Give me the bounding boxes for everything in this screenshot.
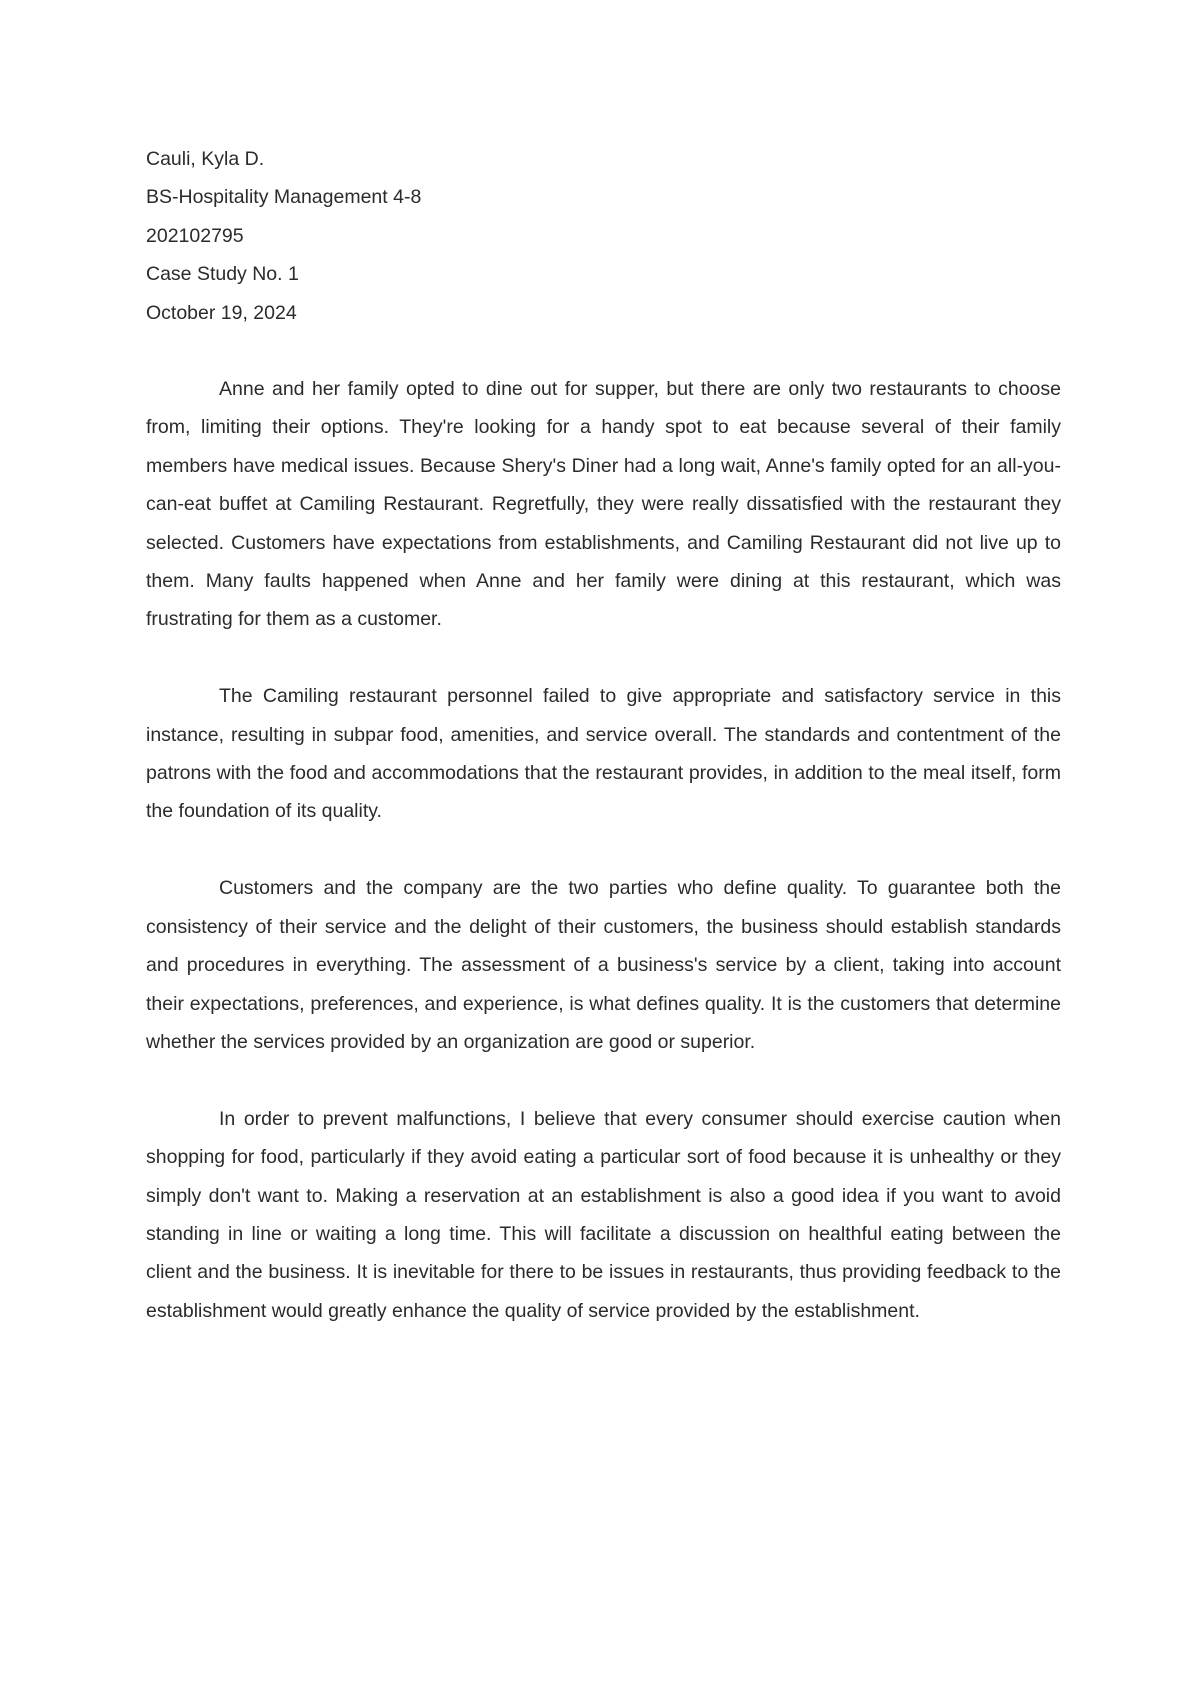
document-page	[146, 140, 1061, 1369]
body-paragraph-4: In order to prevent malfunctions, I believe that every consumer should exercise caution when shopping for food, particularly if they avoid eating a particular sort of food because it is unhealthy or they simply don't want to. Making a reservation at an establishment is also a good idea if you want to avoid standing in line or waiting a long time. This will facilitate a discussion on healthful eating between the client and the business. It is inevitable for there to be issues in restaurants, thus providing feedback to the establishment would greatly enhance the quality of service provided by the establishment.	[146, 1107, 1061, 1322]
assignment-title: Case Study No. 1	[146, 263, 299, 286]
student-number: 202102795	[146, 224, 244, 247]
program-section: BS-Hospitality Management 4-8	[146, 186, 422, 209]
document-date: October 19, 2024	[146, 301, 297, 324]
body-paragraph-3: Customers and the company are the two parties who define quality. To guarantee both the consistency of their service and the delight of their customers, the business should establish standards and procedures in everything. The assessment of a business's service by a client, taking into account their expectations, preferences, and experience, is what defines quality. It is the customers that determine whether the services provided by an organization are good or superior.	[146, 877, 1061, 1053]
document-header	[146, 140, 1061, 332]
document-body	[146, 370, 1061, 1330]
body-paragraph-2: The Camiling restaurant personnel failed to give appropriate and satisfactory service in this instance, resulting in subpar food, amenities, and service overall. The standards and contentment of the patrons with the food and accommodations that the restaurant provides, in addition to the meal itself, form the foundation of its quality.	[146, 685, 1061, 823]
author-name: Cauli, Kyla D.	[146, 148, 265, 170]
body-paragraph-1: Anne and her family opted to dine out for supper, but there are only two restaurants to choose from, limiting their options. They're looking for a handy spot to eat because several of their family members have medical issues. Because Shery's Diner had a long wait, Anne's family opted for an all-you-can-eat buffet at Camiling Restaurant. Regretfully, they were really dissatisfied with the restaurant they selected. Customers have expectations from establishments, and Camiling Restaurant did not live up to them. Many faults happened when Anne and her family were dining at this restaurant, which was frustrating for them as a customer.	[146, 378, 1061, 631]
